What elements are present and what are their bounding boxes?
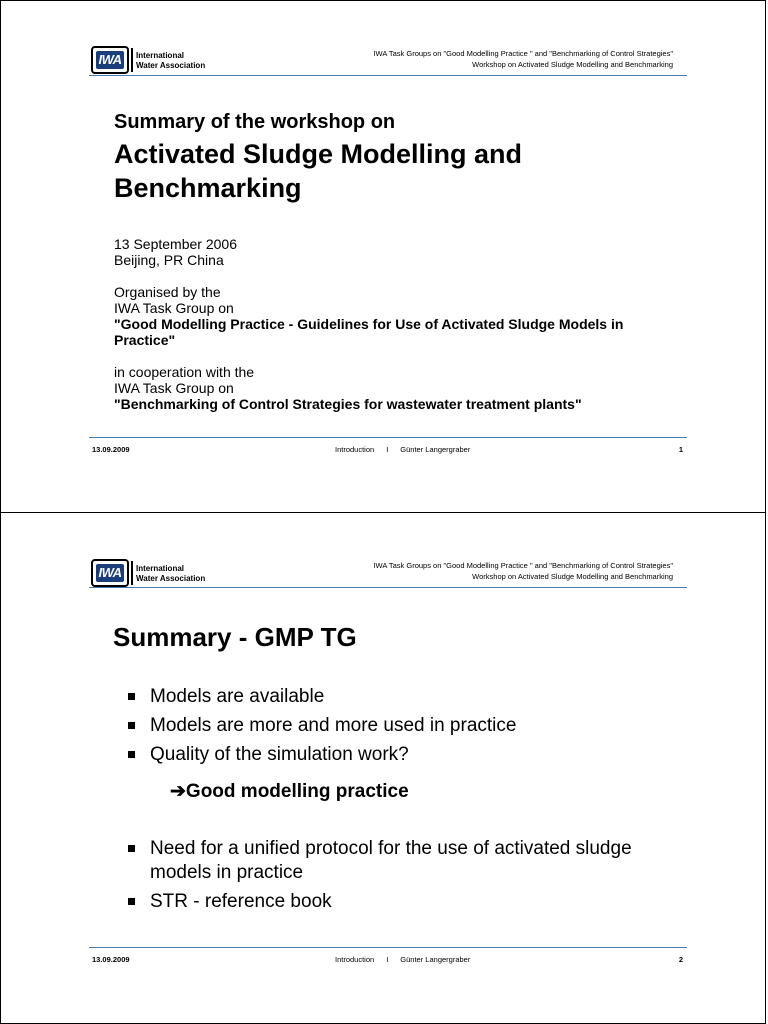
footer: [89, 955, 687, 969]
bullet-list-b: [128, 837, 668, 919]
conclusion-line: ➔Good modelling practice: [170, 781, 409, 802]
slide-1: [0, 0, 766, 513]
bullet-icon: [128, 751, 135, 758]
slide-title: Summary - GMP TG: [113, 622, 357, 652]
iwa-logo-mark: IWA: [91, 46, 129, 74]
iwa-logo: [91, 559, 206, 587]
page-number: 1: [678, 445, 683, 454]
iwa-logo: [91, 46, 206, 74]
footer-info: Introduction I Günter Langergraber: [335, 955, 471, 964]
footer-info: Introduction I Günter Langergraber: [335, 445, 471, 454]
list-item: STR - reference book: [128, 890, 668, 914]
header-text: IWA Task Groups on "Good Modelling Practice " and "Benchmarking of Control Strategies" Workshop on Activated Sludge Modelling and Benchmarking: [373, 49, 673, 69]
header-rule: [89, 587, 687, 588]
slide-subtitle: Summary of the workshop on: [114, 111, 396, 133]
footer-date: 13.09.2009: [92, 445, 130, 454]
bullet-icon: [128, 722, 135, 729]
iwa-logo-mark: IWA: [91, 559, 129, 587]
organiser-block: Organised by the IWA Task Group on "Good Modelling Practice - Guidelines for Use of Activated Sludge Models in Practice": [114, 284, 624, 348]
arrow-icon: ➔: [170, 781, 186, 802]
cooperation-block: in cooperation with the IWA Task Group on "Benchmarking of Control Strategies for wastewater treatment plants": [114, 364, 582, 412]
list-item: Models are more and more used in practice: [128, 714, 668, 738]
footer-rule: [89, 947, 687, 948]
list-item: Quality of the simulation work?: [128, 743, 668, 767]
header-text: IWA Task Groups on "Good Modelling Practice " and "Benchmarking of Control Strategies" Workshop on Activated Sludge Modelling and Benchmarking: [373, 561, 673, 581]
iwa-logo-text: International Water Association: [136, 51, 206, 70]
footer-rule: [89, 437, 687, 438]
footer: [89, 445, 687, 459]
header-rule: [89, 75, 687, 76]
list-item: Need for a unified protocol for the use of activated sludge models in practice: [128, 837, 668, 885]
bullet-list-a: [128, 685, 668, 772]
list-item: Models are available: [128, 685, 668, 709]
slide-title: Activated Sludge Modelling and Benchmarking: [114, 139, 523, 203]
bullet-icon: [128, 845, 135, 852]
page-number: 2: [678, 955, 683, 964]
bullet-icon: [128, 693, 135, 700]
footer-date: 13.09.2009: [92, 955, 130, 964]
iwa-logo-text: International Water Association: [136, 564, 206, 583]
bullet-icon: [128, 898, 135, 905]
event-date-location: 13 September 2006 Beijing, PR China: [114, 236, 237, 268]
